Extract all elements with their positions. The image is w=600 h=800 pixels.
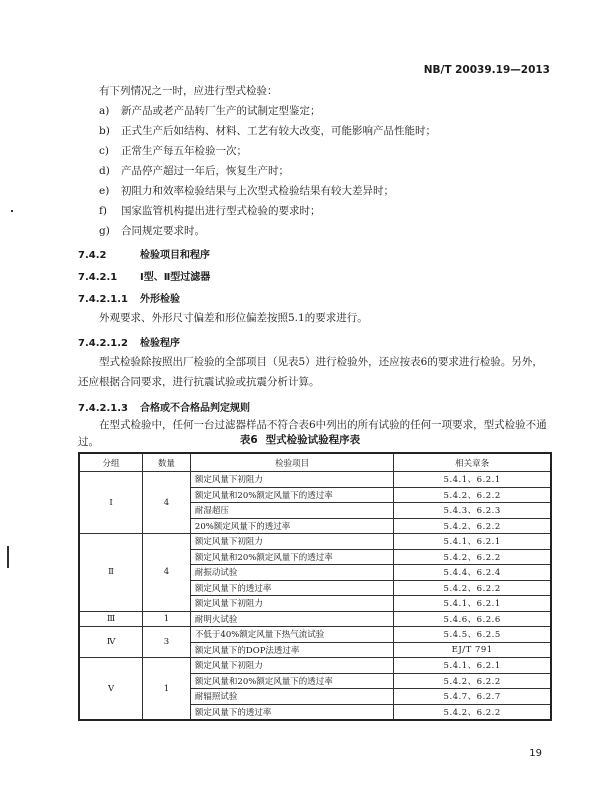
condition-text: 国家监管机构提出进行型式检验的要求时；	[121, 205, 321, 217]
table-row	[79, 534, 551, 550]
item-cell: 耐明火试验	[190, 611, 393, 627]
condition-text: 合同规定要求时。	[121, 225, 205, 237]
section-heading-7-4-2	[78, 246, 210, 261]
type-test-program-table	[78, 452, 552, 721]
ref-cell: 5.4.2、6.2.2	[394, 673, 551, 689]
table-row	[79, 611, 551, 627]
qty-cell: 1	[143, 658, 191, 721]
group-cell: Ⅲ	[79, 611, 143, 627]
section-number: 7.4.2	[78, 250, 107, 261]
table-row	[79, 658, 551, 674]
ref-cell: 5.4.6、6.2.6	[394, 611, 551, 627]
group-cell: Ⅴ	[79, 658, 143, 721]
condition-item-f	[99, 204, 321, 218]
standard-number-header: NB/T 20039.19—2013	[423, 64, 550, 76]
appearance-paragraph: 外观要求、外形尺寸偏差和形位偏差按照5.1的要求进行。	[99, 312, 368, 324]
item-cell: 额定风量下初阻力	[190, 596, 393, 612]
header-qty: 数量	[143, 453, 191, 472]
header-group: 分组	[79, 453, 143, 472]
ref-cell: 5.4.5、6.2.5	[394, 627, 551, 643]
ref-cell: 5.4.1、6.2.1	[394, 658, 551, 674]
condition-item-c	[99, 144, 247, 158]
item-cell: 耐振动试验	[190, 565, 393, 581]
item-cell: 耐湿超压	[190, 503, 393, 519]
section-number: 7.4.2.1.3	[78, 403, 128, 414]
table-caption-title: 型式检验试验程序表	[265, 434, 361, 446]
table-header-row	[79, 453, 551, 472]
condition-item-e	[99, 184, 394, 198]
condition-text: 正式生产后如结构、材料、工艺有较大改变，可能影响产品性能时；	[121, 125, 436, 137]
condition-item-d	[99, 164, 289, 178]
section-heading-7-4-2-1	[78, 268, 210, 283]
item-cell: 额定风量下的透过率	[190, 704, 393, 720]
section-number: 7.4.2.1	[78, 272, 118, 283]
item-cell: 额定风量和20%额定风量下的透过率	[190, 673, 393, 689]
ref-cell: 5.4.2、6.2.2	[394, 549, 551, 565]
ref-cell: 5.4.1、6.2.1	[394, 596, 551, 612]
ref-cell: 5.4.2、6.2.2	[394, 704, 551, 720]
condition-item-a	[99, 104, 321, 118]
condition-label: e)	[99, 185, 110, 197]
item-cell: 额定风量下的DOP法透过率	[190, 642, 393, 658]
table-row	[79, 627, 551, 643]
item-cell: 额定风量和20%额定风量下的透过率	[190, 549, 393, 565]
qty-cell: 3	[143, 627, 191, 658]
group-cell: Ⅳ	[79, 627, 143, 658]
condition-label: b)	[99, 125, 110, 137]
table-caption-number: 表6	[239, 434, 258, 446]
procedure-paragraph: 型式检验除按照出厂检验的全部项目（见表5）进行检验外，还应按表6的要求进行检验。另外，还应根据合同要求，进行抗震试验或抗震分析计算。	[78, 356, 543, 388]
header-ref: 相关章条	[394, 453, 551, 472]
ref-cell: 5.4.4、6.2.4	[394, 565, 551, 581]
section-heading-7-4-2-1-2	[78, 334, 180, 349]
table-caption	[0, 432, 600, 447]
scan-speck	[11, 210, 13, 212]
ref-cell: 5.4.7、6.2.7	[394, 689, 551, 705]
item-cell: 额定风量下初阻力	[190, 658, 393, 674]
condition-label: f)	[99, 205, 107, 217]
section-title: Ⅰ型、Ⅱ型过滤器	[140, 272, 211, 283]
section-heading-7-4-2-1-1	[78, 290, 180, 305]
item-cell: 耐辐照试验	[190, 689, 393, 705]
item-cell: 额定风量下初阻力	[190, 534, 393, 550]
ref-cell: 5.4.3、6.2.3	[394, 503, 551, 519]
group-cell: Ⅰ	[79, 472, 143, 534]
section-title: 外形检验	[140, 294, 180, 305]
intro-text: 有下列情况之一时，应进行型式检验：	[99, 85, 278, 97]
ref-cell: 5.4.2、6.2.2	[394, 580, 551, 596]
item-cell: 20%额定风量下的透过率	[190, 518, 393, 534]
item-cell: 额定风量和20%额定风量下的透过率	[190, 487, 393, 503]
ref-cell: EJ/T 791	[394, 642, 551, 658]
page-number: 19	[529, 748, 542, 759]
condition-label: g)	[99, 225, 110, 237]
item-cell: 不低于40%额定风量下热气流试验	[190, 627, 393, 643]
qty-cell: 4	[143, 534, 191, 612]
scan-margin-mark	[7, 546, 9, 568]
ref-cell: 5.4.1、6.2.1	[394, 534, 551, 550]
condition-label: a)	[99, 105, 110, 117]
ref-cell: 5.4.1、6.2.1	[394, 472, 551, 488]
condition-text: 初阻力和效率检验结果与上次型式检验结果有较大差异时；	[121, 185, 394, 197]
section-title: 检验项目和程序	[140, 250, 210, 261]
item-cell: 额定风量下初阻力	[190, 472, 393, 488]
section-heading-7-4-2-1-3	[78, 399, 250, 414]
judgement-paragraph: 在型式检验中，任何一台过滤器样品不符合表6中列出的所有试验的任何一项要求，型式检验不通过。	[78, 419, 547, 448]
table-row	[79, 472, 551, 488]
condition-text: 正常生产每五年检验一次；	[121, 145, 247, 157]
section-title: 检验程序	[140, 338, 180, 349]
ref-cell: 5.4.2、6.2.2	[394, 487, 551, 503]
condition-text: 产品停产超过一年后，恢复生产时；	[121, 165, 289, 177]
header-item: 检验项目	[190, 453, 393, 472]
condition-item-g	[99, 224, 205, 238]
group-cell: Ⅱ	[79, 534, 143, 612]
section-title: 合格或不合格品判定规则	[140, 403, 250, 414]
section-number: 7.4.2.1.2	[78, 338, 128, 349]
qty-cell: 1	[143, 611, 191, 627]
qty-cell: 4	[143, 472, 191, 534]
section-number: 7.4.2.1.1	[78, 294, 128, 305]
ref-cell: 5.4.2、6.2.2	[394, 518, 551, 534]
condition-item-b	[99, 124, 436, 138]
item-cell: 额定风量下的透过率	[190, 580, 393, 596]
condition-label: c)	[99, 145, 109, 157]
condition-label: d)	[99, 165, 110, 177]
condition-text: 新产品或老产品转厂生产的试制定型鉴定；	[121, 105, 321, 117]
